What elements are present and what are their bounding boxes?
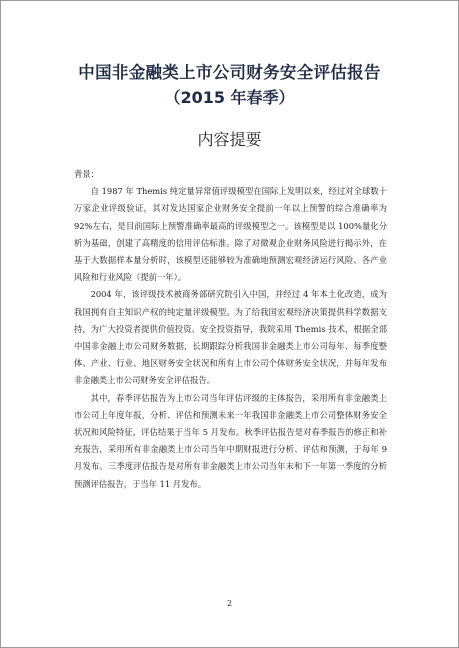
paragraph-3: 其中，春季评估报告为上市公司当年评估评级的主体报告，采用所有非金融类上市公司上年度年报，分析、评估和预测未来一年我国非金融类上市公司整体财务安全状况和风险特征，评估结果于当年 5 月发布。秋季评估报告是对春季报告的修正和补充报告，采用所有非金融类上市公司当年中期财报进行分析、评估和预测，于每年 9 月发布。三季度评估报告是对所有非金融类上市公司当年末和下一年第一季度的分析预测评估报告，于当年 11 月发布。 [74, 392, 387, 489]
background-label: 背景： [74, 169, 99, 179]
report-title: 中国非金融类上市公司财务安全评估报告 [78, 63, 381, 82]
paragraph-2: 2004 年，该评级技术被商务部研究院引入中国，并经过 4 年本土化改造，成为我国拥有自主知识产权的纯定量评级模型。为了给我国宏观经济决策提供科学数据支持，为广大投资者提供价值投资、安全投资指导，我院采用 Themis 技术，根据全部中国非金融上市公司财务数据，长期跟踪分析我国非金融类上市公司每年、每季度整体、产业、行业、地区财务安全状况和所有上市公司个体财务安全状况，并每年发布非金融类上市公司财务安全评估报告。 [74, 289, 387, 386]
paragraph-1: 自 1987 年 Themis 纯定量异常值评级模型在国际上发明以来，经过对全球数十万家企业评级验证，其对发达国家企业财务安全提前一年以上预警的综合准确率为 92%左右，是目前国际上预警准确率最高的评级模型之一。该模型是以 100%量化分析为基础，创建了高精度的信用评估标准。除了对微观企业财务风险进行揭示外，在基于大数据样本量分析时，该模型还能够较为准确地预测宏观经济运行风险、各产业风险和行业风险（提前一年）。 [74, 186, 387, 283]
page-number: 2 [226, 599, 233, 608]
report-period: （2015 年春季） [164, 88, 295, 107]
section-heading: 内容提要 [197, 130, 262, 149]
summary-body [74, 166, 387, 493]
